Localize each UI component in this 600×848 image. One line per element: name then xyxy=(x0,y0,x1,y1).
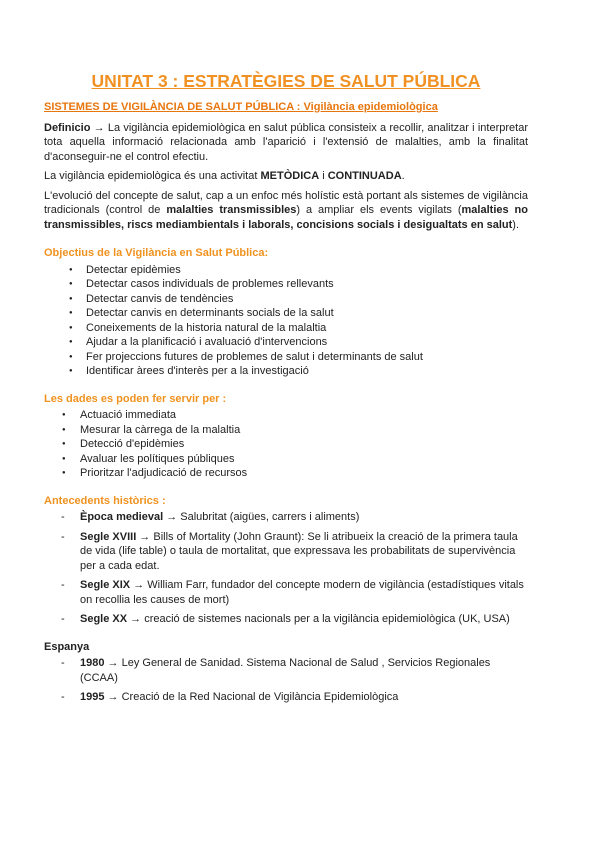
history-label: Segle XVIII xyxy=(80,530,137,543)
evolution-text-3: ). xyxy=(512,218,520,231)
page-title: UNITAT 3 : ESTRATÈGIES DE SALUT PÚBLICA xyxy=(91,71,481,91)
list-item: ● Ajudar a la planificació i avaluació d'intervencions xyxy=(44,335,528,350)
list-item xyxy=(44,656,528,685)
list-item xyxy=(44,690,528,705)
list-item xyxy=(44,578,528,607)
history-text: → William Farr, fundador del concepte modern de vigilància (estadístiques vitals on recollia les causes de mort) xyxy=(80,579,524,606)
list-item: ● Detectar epidèmies xyxy=(44,263,528,278)
list-item: ● Avaluar les polítiques públiques xyxy=(44,452,528,467)
spain-heading: Espanya xyxy=(44,640,90,653)
activity-text-mid: i xyxy=(319,170,328,182)
definition-term: Definicio xyxy=(44,121,91,134)
history-label: Època medieval xyxy=(80,511,164,523)
activity-bold-metodica: METÒDICA xyxy=(260,170,320,182)
list-item: ● Detecció d'epidèmies xyxy=(44,437,528,452)
uses-list xyxy=(44,408,528,481)
evolution-bold-2: malalties no transmissibles, riscs mediambientals i laborals, concisions socials i desigualtats en salut xyxy=(44,204,528,231)
history-label: Segle XX xyxy=(80,613,128,625)
spain-text: → Ley General de Sanidad. Sistema Nacional de Salud , Servicios Regionales (CCAA) xyxy=(80,657,491,684)
activity-text: La vigilància epidemiològica és una activitat xyxy=(44,170,261,182)
list-item xyxy=(44,612,528,627)
spain-label: 1980 xyxy=(80,657,105,669)
spain-label: 1995 xyxy=(80,691,105,703)
section-subtitle: SISTEMES DE VIGILÀNCIA DE SALUT PÚBLICA : Vigilància epidemiològica xyxy=(44,101,438,113)
activity-bold-continuada: CONTINUADA xyxy=(327,170,402,182)
history-heading: Antecedents històrics : xyxy=(44,494,166,507)
definition-paragraph xyxy=(44,121,528,165)
list-item xyxy=(44,510,528,525)
activity-paragraph xyxy=(44,169,528,184)
objectives-list xyxy=(44,263,528,379)
list-item: ● Detectar casos individuals de problemes rellevants xyxy=(44,277,528,292)
list-item: ● Actuació immediata xyxy=(44,408,528,423)
history-text: → Salubritat (aigües, carrers i aliments) xyxy=(163,511,360,523)
history-list xyxy=(44,510,528,627)
evolution-bold-1: malalties transmissibles xyxy=(166,204,297,216)
list-item xyxy=(44,530,528,574)
list-item: ● Mesurar la càrrega de la malaltia xyxy=(44,423,528,438)
history-label: Segle XIX xyxy=(80,579,131,591)
list-item: ● Detectar canvis de tendències xyxy=(44,292,528,307)
list-item: ● Fer projeccions futures de problemes de salut i determinants de salut xyxy=(44,350,528,365)
list-item: ● Coneixements de la historia natural de la malaltia xyxy=(44,321,528,336)
history-text: → creació de sistemes nacionals per a la vigilància epidemiològica (UK, USA) xyxy=(127,613,510,625)
uses-heading: Les dades es poden fer servir per : xyxy=(44,392,227,405)
definition-text: → La vigilància epidemiològica en salut pública consisteix a recollir, analitzar i interpretar tota aquella informació relacionada amb l'aparició i l'extensió de malalties, amb la finalitat d'aconseguir-ne el control efectiu. xyxy=(44,121,528,163)
evolution-text-2: ) a ampliar els events vigilats ( xyxy=(296,204,462,216)
evolution-text-1: L'evolució del concepte de salut, cap a un enfoc més holístic està portant als sistemes de vigilància tradicionals (control de xyxy=(44,189,528,216)
list-item: ● Detectar canvis en determinants socials de la salut xyxy=(44,306,528,321)
spain-list xyxy=(44,656,528,705)
objectives-heading: Objectius de la Vigilància en Salut Pública: xyxy=(44,247,269,259)
history-text: → Bills of Mortality (John Graunt): Se li atribueix la creació de la primera taula de vida (life table) o taula de mortalitat, que expressava les probabilitats de supervivència per a cada edat. xyxy=(80,530,518,572)
document-content xyxy=(44,70,528,710)
activity-text-end: . xyxy=(401,170,405,182)
evolution-paragraph xyxy=(44,189,528,233)
spain-text: → Creació de la Red Nacional de Vigilància Epidemiològica xyxy=(104,691,399,703)
list-item: ● Identificar àrees d'interès per a la investigació xyxy=(44,364,528,379)
list-item: ● Prioritzar l'adjudicació de recursos xyxy=(44,466,528,481)
